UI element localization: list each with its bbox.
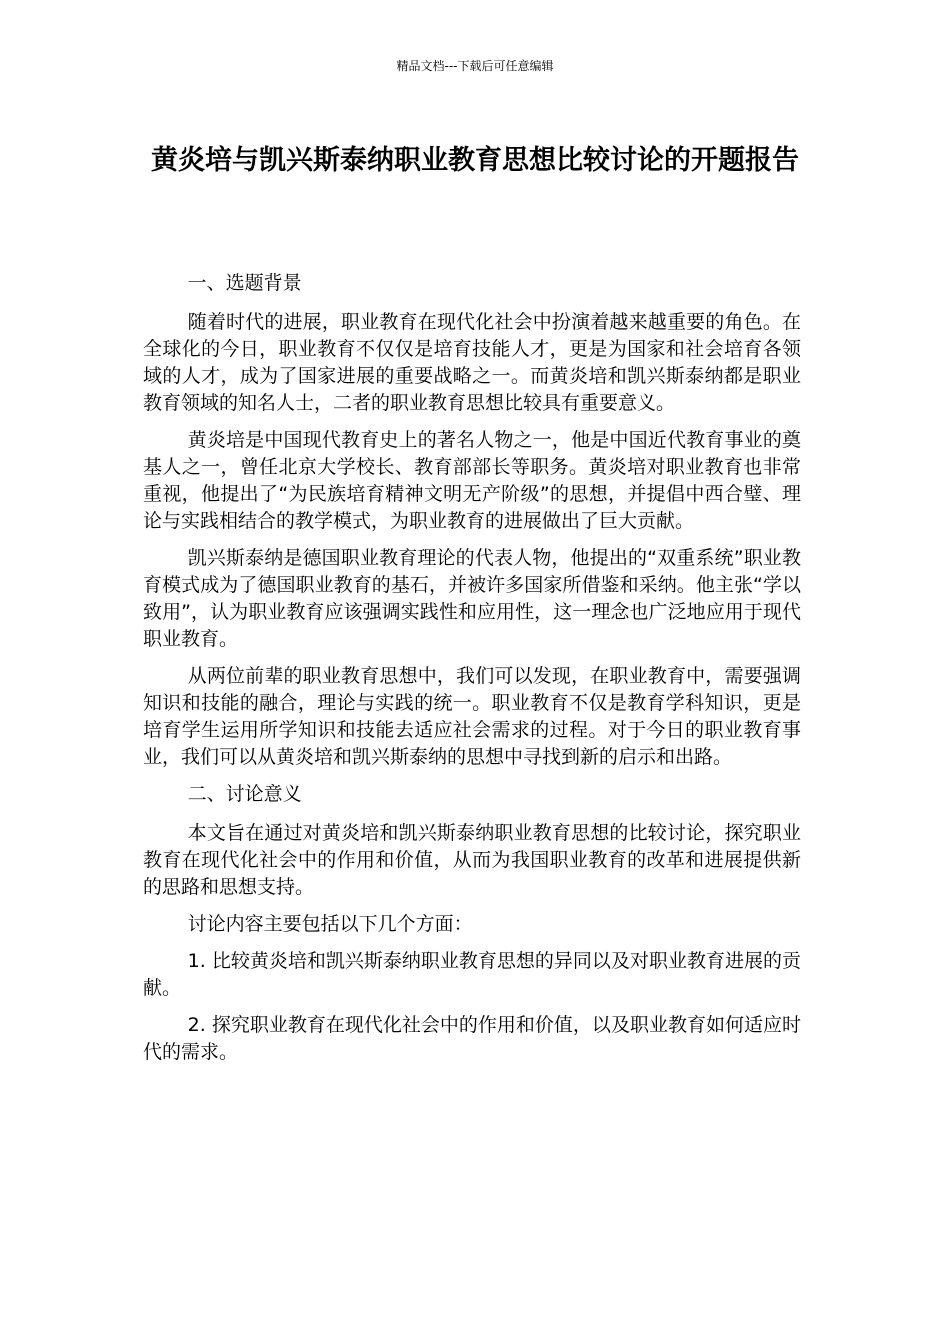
list-item-1: 1. 比较黄炎培和凯兴斯泰纳职业教育思想的异同以及对职业教育进展的贡献。 [143,950,801,999]
document-body [143,270,801,1076]
section-heading-significance: 二、讨论意义 [187,783,302,805]
list-item-2: 2. 探究职业教育在现代化社会中的作用和价值，以及职业教育如何适应时代的需求。 [143,1014,801,1063]
paragraph-6: 讨论内容主要包括以下几个方面： [187,913,473,935]
paragraph-1: 随着时代的进展，职业教育在现代化社会中扮演着越来越重要的角色。在全球化的今日，职业教育不仅仅是培育技能人才，更是为国家和社会培育各领域的人才，成为了国家进展的重要战略之一。而黄炎培和凯兴斯泰纳都是职业教育领域的知名人士，二者的职业教育思想比较具有重要意义。 [143,311,801,414]
document-title: 黄炎培与凯兴斯泰纳职业教育思想比较讨论的开题报告 [151,145,799,176]
section-heading-background: 一、选题背景 [187,272,302,294]
page-header: 精品文档---下载后可任意编辑 [396,59,554,73]
paragraph-5: 本文旨在通过对黄炎培和凯兴斯泰纳职业教育思想的比较讨论，探究职业教育在现代化社会中的作用和价值，从而为我国职业教育的改革和进展提供新的思路和思想支持。 [143,822,801,898]
paragraph-3: 凯兴斯泰纳是德国职业教育理论的代表人物，他提出的“双重系统”职业教育模式成为了德国职业教育的基石，并被许多国家所借鉴和采纳。他主张“学以致用”，认为职业教育应该强调实践性和应用性，这一理念也广泛地应用于现代职业教育。 [143,547,801,650]
paragraph-2: 黄炎培是中国现代教育史上的著名人物之一，他是中国近代教育事业的奠基人之一，曾任北京大学校长、教育部部长等职务。黄炎培对职业教育也非常重视，他提出了“为民族培育精神文明无产阶级”的思想，并提倡中西合璧、理论与实践相结合的教学模式，为职业教育的进展做出了巨大贡献。 [143,429,801,532]
paragraph-4: 从两位前辈的职业教育思想中，我们可以发现，在职业教育中，需要强调知识和技能的融合，理论与实践的统一。职业教育不仅是教育学科知识，更是培育学生运用所学知识和技能去适应社会需求的过程。对于今日的职业教育事业，我们可以从黄炎培和凯兴斯泰纳的思想中寻找到新的启示和出路。 [143,665,801,768]
